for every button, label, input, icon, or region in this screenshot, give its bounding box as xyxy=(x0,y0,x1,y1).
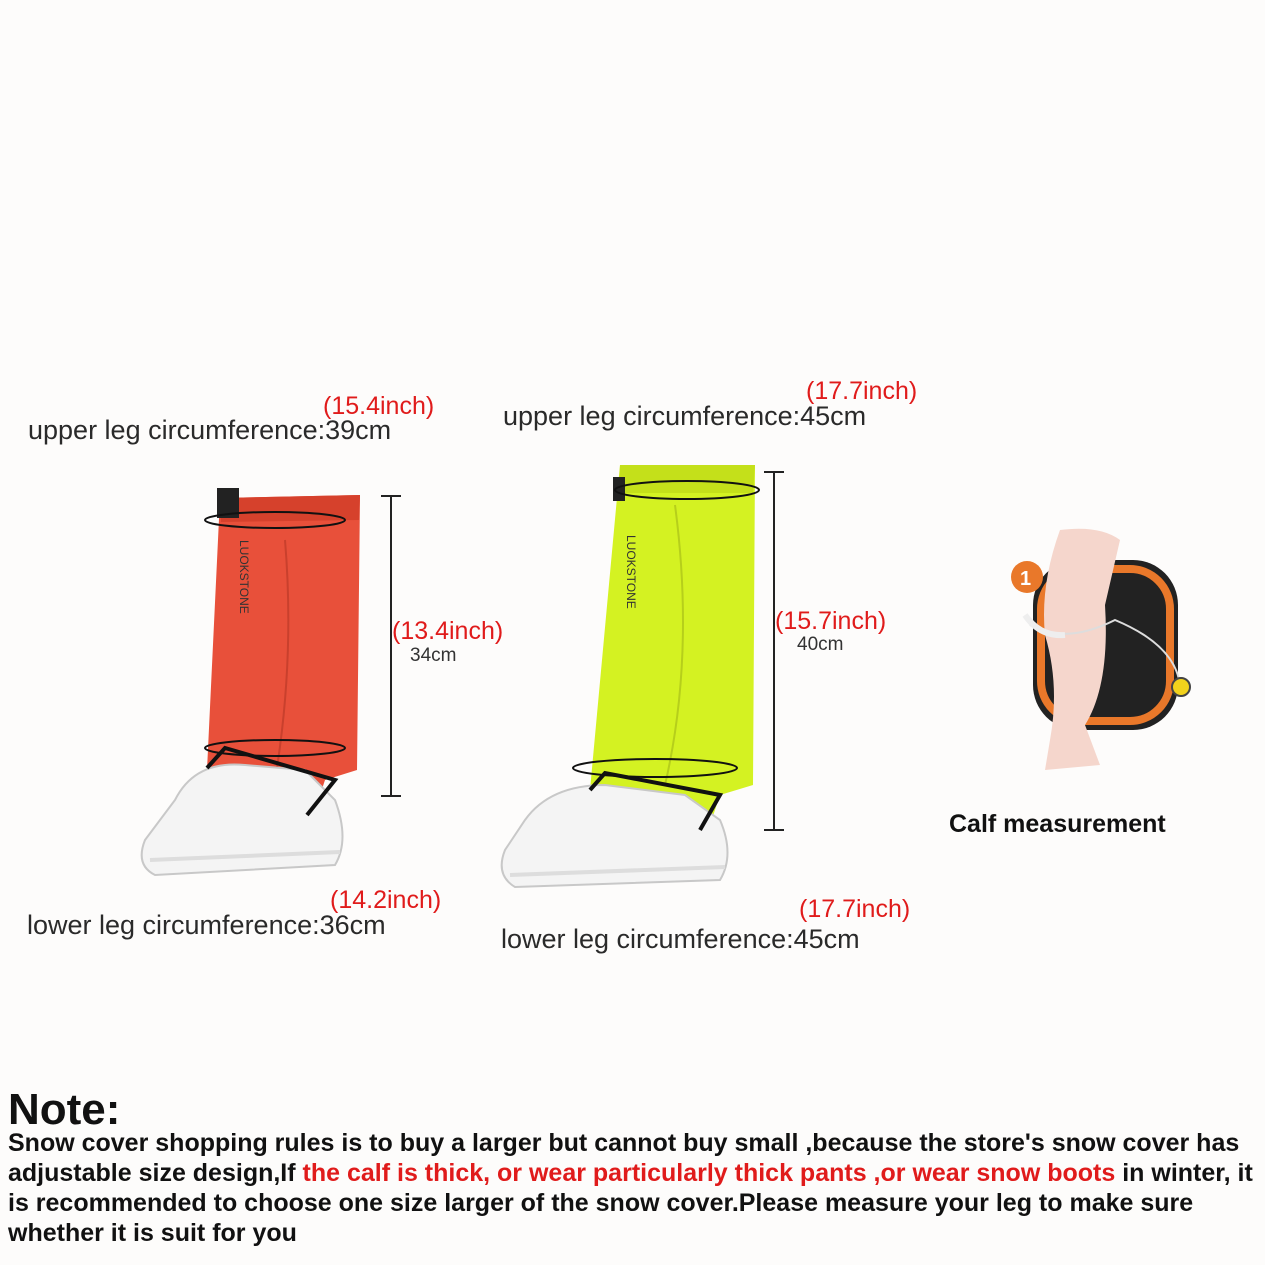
red-height-cap-bottom xyxy=(381,795,401,797)
yellow-height-cm: 40cm xyxy=(797,634,844,655)
note-highlight: the calf is thick, or wear particularly thick pants ,or wear snow boots xyxy=(302,1159,1116,1187)
svg-text:LUOKSTONE: LUOKSTONE xyxy=(624,535,638,609)
note-body xyxy=(8,1128,1265,1248)
yellow-upper-inch: (17.7inch) xyxy=(806,377,918,405)
red-height-cap-top xyxy=(381,495,401,497)
red-height-cm: 34cm xyxy=(410,645,457,666)
calf-caption: Calf measurement xyxy=(949,810,1166,838)
yellow-height-inch: (15.7inch) xyxy=(775,607,887,635)
red-gaiter-image xyxy=(135,480,375,900)
yellow-upper-label: upper leg circumference:45cm xyxy=(503,401,867,431)
yellow-height-cap-bottom xyxy=(764,829,784,831)
red-height-inch: (13.4inch) xyxy=(392,617,504,645)
calf-measurement-illustration xyxy=(1005,525,1215,780)
yellow-lower-label: lower leg circumference:45cm xyxy=(501,924,860,954)
note-title: Note: xyxy=(8,1085,121,1134)
red-lower-label: lower leg circumference:36cm xyxy=(27,910,386,940)
calf-step-number: 1 xyxy=(1020,568,1032,590)
svg-text:LUOKSTONE: LUOKSTONE xyxy=(237,540,251,614)
yellow-height-bar xyxy=(773,472,775,830)
note-text-part1: Snow cover shopping rules is to buy a larger but cannot buy small ,because the store's snow cover has adjustable size design,If xyxy=(8,1129,1240,1187)
red-lower-inch: (14.2inch) xyxy=(330,886,442,914)
note-text-part2: in winter, it is recommended to choose one size larger of the snow cover.Please measure your leg to make sure whether it is suit for you xyxy=(8,1159,1253,1247)
yellow-gaiter-image xyxy=(495,455,770,900)
red-upper-inch: (15.4inch) xyxy=(323,392,435,420)
yellow-height-cap-top xyxy=(764,471,784,473)
red-upper-label: upper leg circumference:39cm xyxy=(28,415,392,445)
red-height-bar xyxy=(390,496,392,796)
yellow-lower-inch: (17.7inch) xyxy=(799,895,911,923)
